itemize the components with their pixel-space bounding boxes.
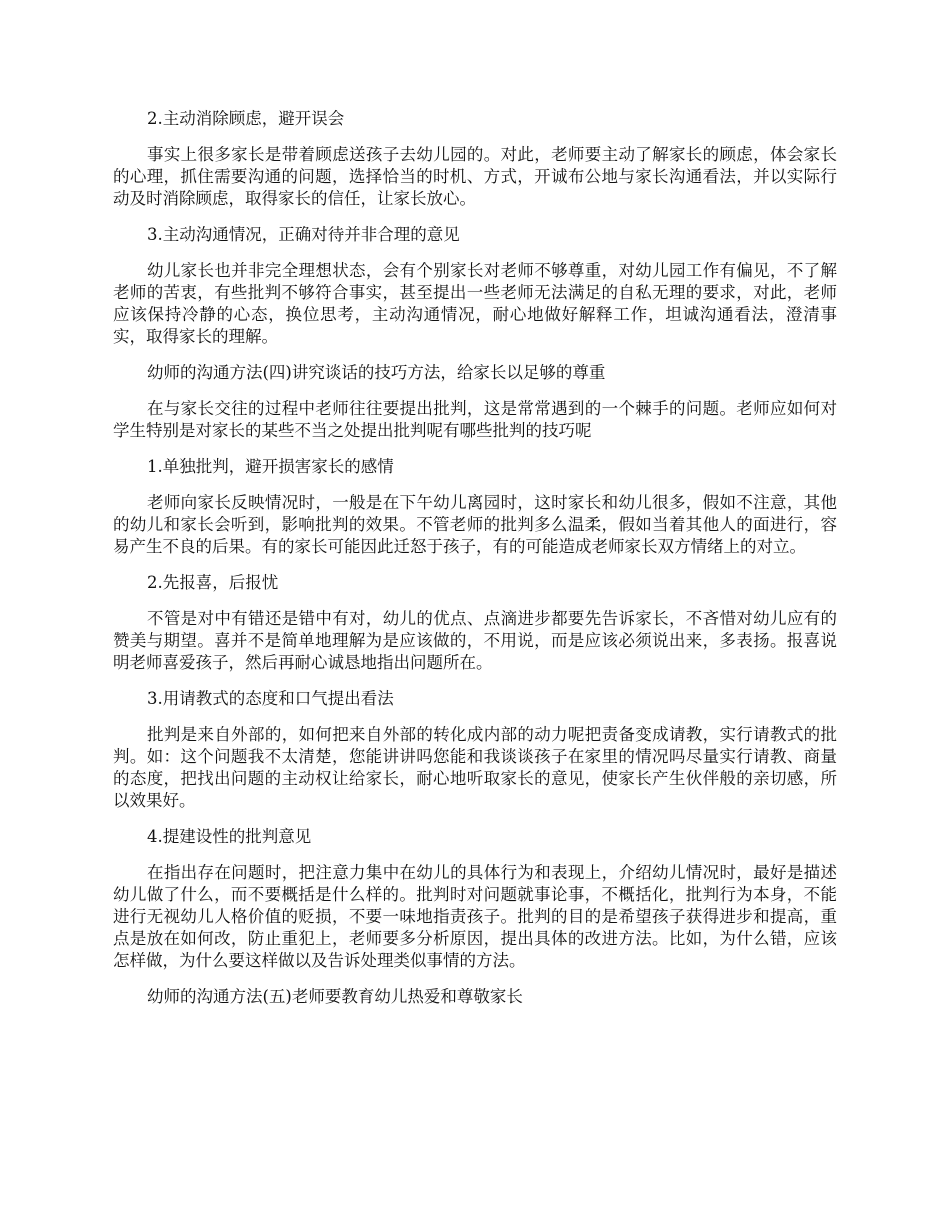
paragraph: 幼儿家长也并非完全理想状态，会有个别家长对老师不够尊重，对幼儿园工作有偏见，不了解老师的苦衷，有些批判不够符合事实，甚至提出一些老师无法满足的自私无理的要求，对此，老师应该保持冷静的心态，换位思考，主动沟通情况，耐心地做好解释工作，坦诚沟通看法，澄清事实，取得家长的理解。 (113, 261, 837, 346)
paragraph: 老师向家长反映情况时，一般是在下午幼儿离园时，这时家长和幼儿很多，假如不注意，其他的幼儿和家长会听到，影响批判的效果。不管老师的批判多么温柔，假如当着其他人的面进行，容易产生不良的后果。有的家长可能因此迁怒于孩子，有的可能造成老师家长双方情绪上的对立。 (113, 493, 837, 556)
paragraph: 不管是对中有错还是错中有对，幼儿的优点、点滴进步都要先告诉家长，不吝惜对幼儿应有的赞美与期望。喜并不是简单地理解为是应该做的，不用说，而是应该必须说出来，多表扬。报喜说明老师喜爱孩子，然后再耐心诚恳地指出问题所在。 (113, 609, 837, 672)
paragraph: 批判是来自外部的，如何把来自外部的转化成内部的动力呢把责备变成请教，实行请教式的批判。如：这个问题我不太清楚，您能讲讲吗您能和我谈谈孩子在家里的情况吗尽量实行请教、商量的态度，把找出问题的主动权让给家长，耐心地听取家长的意见，使家长产生伙伴般的亲切感，所以效果好。 (113, 725, 837, 810)
section-heading: 1.单独批判，避开损害家长的感情 (147, 457, 394, 476)
section-heading: 幼师的沟通方法(四)讲究谈话的技巧方法，给家长以足够的尊重 (147, 363, 606, 382)
paragraph: 在指出存在问题时，把注意力集中在幼儿的具体行为和表现上，介绍幼儿情况时，最好是描述幼儿做了什么，而不要概括是什么样的。批判时对问题就事论事，不概括化，批判行为本身，不能进行无视幼儿人格价值的贬损，不要一味地指责孩子。批判的目的是希望孩子获得进步和提高，重点是放在如何改，防止重犯上，老师要多分析原因，提出具体的改进方法。比如，为什么错，应该怎样做，为什么要这样做以及告诉处理类似事情的方法。 (113, 863, 837, 970)
section-heading: 2.先报喜，后报忧 (147, 573, 279, 592)
paragraph: 在与家长交往的过程中老师往往要提出批判，这是常常遇到的一个棘手的问题。老师应如何对学生特别是对家长的某些不当之处提出批判呢有哪些批判的技巧呢 (113, 399, 837, 440)
paragraph: 事实上很多家长是带着顾虑送孩子去幼儿园的。对此，老师要主动了解家长的顾虑，体会家长的心理，抓住需要沟通的问题，选择恰当的时机、方式，开诚布公地与家长沟通看法，并以实际行动及时消除顾虑，取得家长的信任，让家长放心。 (113, 145, 837, 208)
section-heading: 3.主动沟通情况，正确对待并非合理的意见 (147, 225, 460, 244)
section-heading: 3.用请教式的态度和口气提出看法 (147, 689, 394, 708)
section-heading: 2.主动消除顾虑，避开误会 (147, 109, 345, 128)
section-heading: 4.提建设性的批判意见 (147, 827, 312, 846)
document-body (113, 108, 837, 1022)
section-heading: 幼师的沟通方法(五)老师要教育幼儿热爱和尊敬家长 (147, 987, 523, 1006)
